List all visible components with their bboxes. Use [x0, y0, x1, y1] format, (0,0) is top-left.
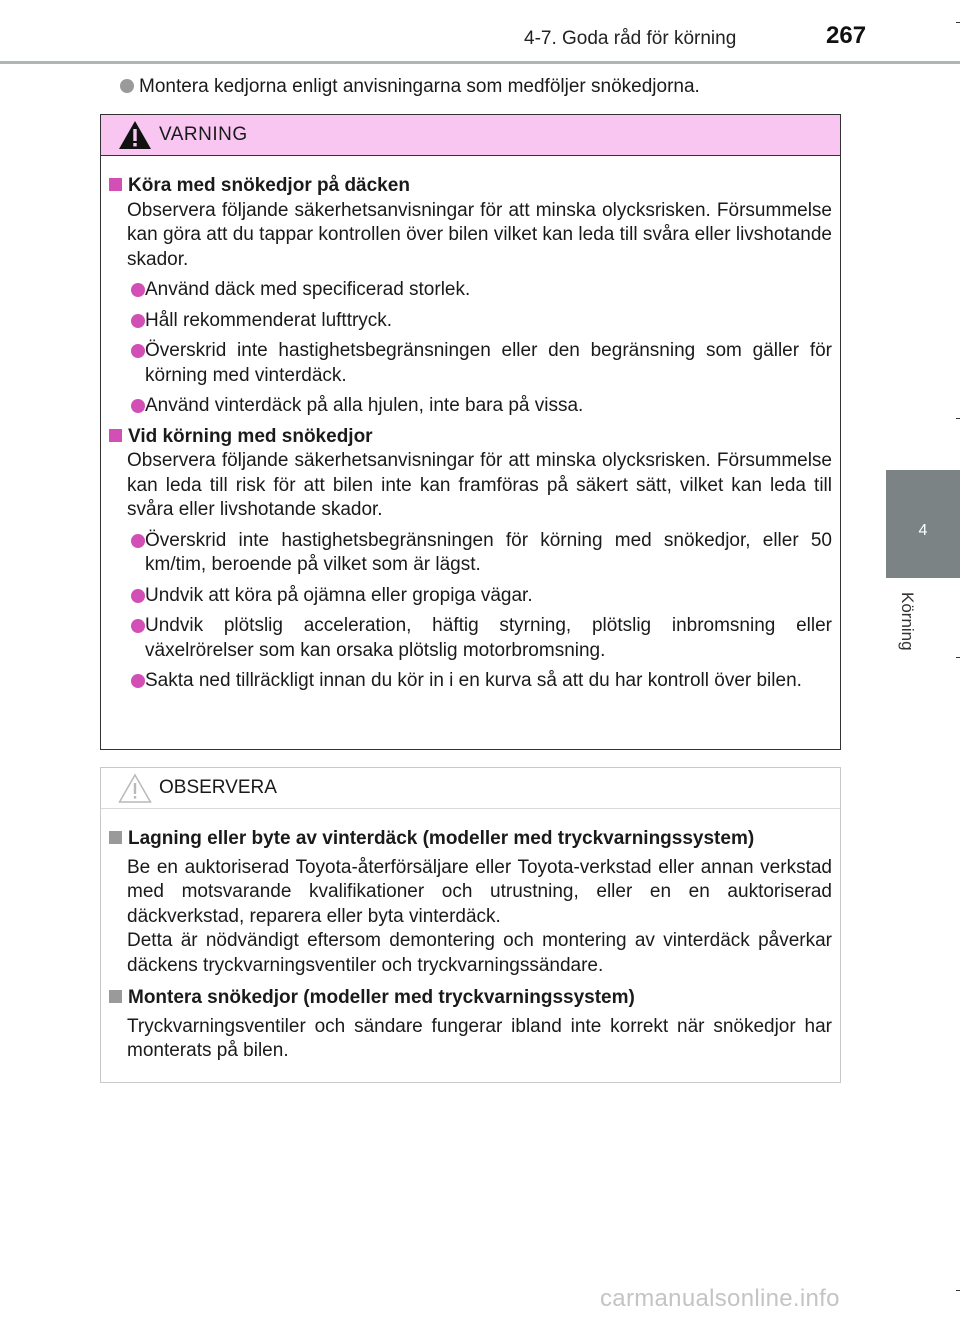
notice-box	[100, 767, 841, 1083]
warning-triangle-icon	[117, 119, 153, 151]
bullet-dot-icon	[131, 674, 145, 688]
list-item	[109, 309, 832, 334]
notice-title: OBSERVERA	[159, 777, 277, 798]
chapter-number: 4	[918, 522, 928, 539]
header-section-title: 4-7. Goda råd för körning	[524, 28, 737, 49]
list-item-text: Sakta ned tillräckligt innan du kör in i en kurva så att du har kontroll över bilen.	[145, 670, 802, 691]
warning-body	[101, 156, 840, 694]
notice-body	[101, 809, 840, 1064]
square-bullet-icon	[109, 831, 122, 844]
bullet-dot-icon	[131, 314, 145, 328]
crop-mark	[956, 22, 960, 23]
bullet-dot-icon	[131, 534, 145, 548]
list-item-text: Håll rekommenderat lufttryck.	[145, 309, 393, 331]
section-heading-text: Montera snökedjor (modeller med tryckvarningssystem)	[128, 987, 635, 1008]
section-heading	[109, 174, 832, 199]
bullet-dot-icon	[131, 619, 145, 633]
section-text: Observera följande säkerhetsanvisningar för att minska olycksrisken. Försummelse kan leda till risk för att bilen inte kan framföras på säkert sätt, vilket kan leda till svåra eller livshotande skador.	[127, 450, 832, 520]
chapter-label-text: Körning	[898, 592, 917, 651]
crop-mark	[956, 1290, 960, 1291]
list-item-text: Använd däck med specificerad storlek.	[145, 279, 471, 300]
list-item	[109, 278, 832, 303]
list-item	[109, 529, 832, 578]
list-item-text: Undvik plötslig acceleration, häftig styrning, plötslig inbromsning eller växelrörelser som kan orsaka plötslig motorbromsning.	[145, 615, 832, 661]
section-heading	[109, 986, 832, 1011]
list-item-text: Använd vinterdäck på alla hjulen, inte bara på vissa.	[145, 395, 584, 416]
chapter-label	[893, 592, 917, 662]
list-item-text: Överskrid inte hastighetsbegränsningen eller den begränsning som gäller för körning med vinterdäck.	[145, 340, 832, 386]
warning-box	[100, 114, 841, 750]
notice-header	[101, 768, 840, 809]
warning-header	[101, 115, 840, 156]
chapter-tab	[886, 470, 960, 578]
list-item	[109, 394, 832, 419]
section-heading	[109, 827, 832, 852]
square-bullet-icon	[109, 178, 122, 191]
square-bullet-icon	[109, 990, 122, 1003]
section-text: Tryckvarningsventiler och sändare fungerar ibland inte korrekt när snökedjor har monterats på bilen.	[127, 1015, 832, 1061]
intro-text: Montera kedjorna enligt anvisningarna som medföljer snökedjorna.	[139, 76, 700, 97]
header-divider	[0, 61, 960, 64]
intro-line	[120, 74, 700, 100]
list-item-text: Överskrid inte hastighetsbegränsningen för körning med snökedjor, eller 50 km/tim, beroende på vilket som är lägst.	[145, 529, 832, 575]
list-item	[109, 669, 832, 694]
crop-mark	[956, 657, 960, 658]
section-heading	[109, 425, 832, 450]
list-item-text: Undvik att köra på ojämna eller gropiga vägar.	[145, 584, 533, 606]
section-heading-text: Köra med snökedjor på däcken	[128, 175, 410, 196]
bullet-dot-icon	[131, 283, 145, 297]
page-number: 267	[826, 22, 867, 49]
bullet-dot-icon	[131, 589, 145, 603]
section-text: Observera följande säkerhetsanvisningar för att minska olycksrisken. Försummelse kan göra att du tappar kontrollen över bilen vilket kan leda till svåra eller livshotande skador.	[127, 199, 832, 270]
list-item	[109, 614, 832, 663]
bullet-dot-icon	[131, 399, 145, 413]
list-item	[109, 339, 832, 388]
list-item	[109, 584, 832, 609]
watermark: carmanualsonline.info	[600, 1285, 840, 1312]
section-text: Be en auktoriserad Toyota-återförsäljare eller Toyota-verkstad eller annan verkstad med motsvarande kvalifikationer och utrustning, eller en en auktoriserad däckverkstad, reparera eller byta vinterdäck.	[127, 856, 832, 927]
section-heading-text: Vid körning med snökedjor	[128, 425, 373, 447]
square-bullet-icon	[109, 429, 122, 442]
section-heading-text: Lagning eller byte av vinterdäck (modeller med tryckvarningssystem)	[128, 828, 755, 849]
bullet-dot-icon	[120, 79, 134, 93]
bullet-dot-icon	[131, 344, 145, 358]
crop-mark	[956, 418, 960, 419]
warning-title: VARNING	[159, 124, 248, 145]
section-text: Detta är nödvändigt eftersom demontering och montering av vinterdäck påverkar däckens tryckvarningsventiler och tryckvarningssändare.	[127, 930, 832, 976]
caution-triangle-icon	[117, 772, 153, 804]
